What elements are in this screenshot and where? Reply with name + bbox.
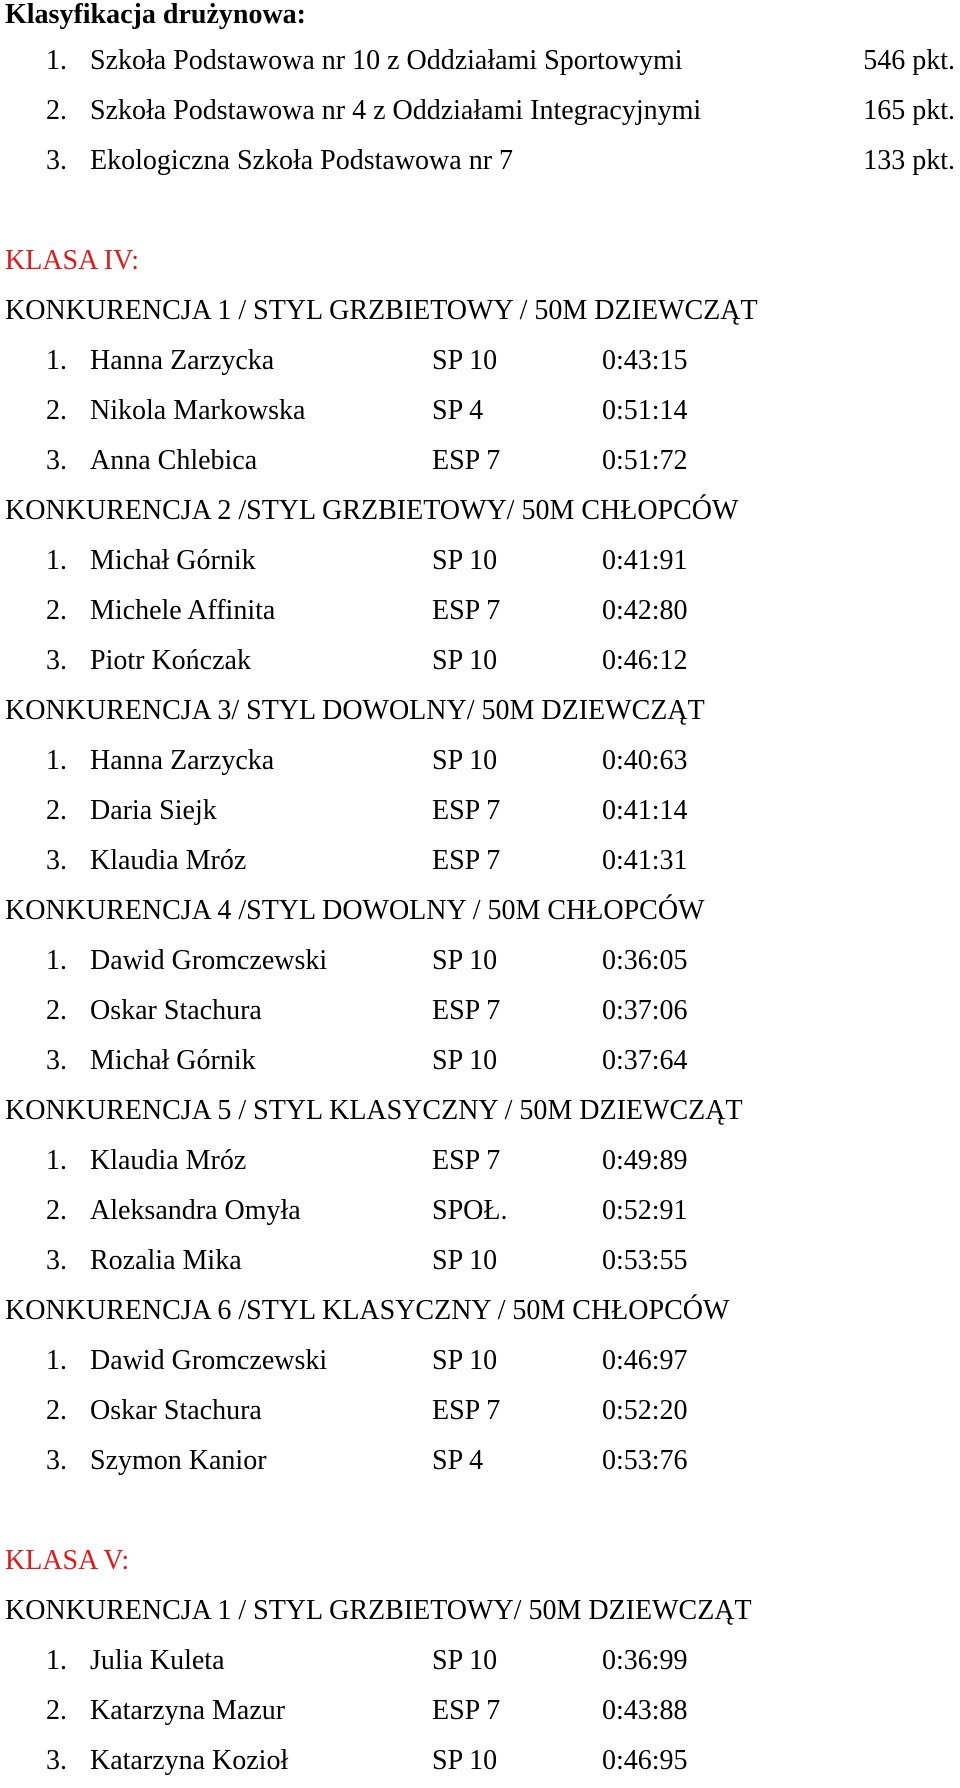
result-row [0,636,960,686]
result-row [0,1186,960,1236]
team-points: 133 pkt. [863,145,955,176]
result-place: 2. [46,1195,67,1226]
result-time: 0:36:05 [602,945,688,976]
event-title: KONKURENCJA 4 /STYL DOWOLNY / 50M CHŁOPCÓW [5,895,705,926]
result-row [0,1436,960,1486]
result-row [0,1386,960,1436]
result-school: SP 10 [432,1745,498,1776]
result-time: 0:46:97 [602,1345,688,1376]
result-school: SP 10 [432,1645,498,1676]
result-place: 3. [46,645,67,676]
result-name: Daria Siejk [90,795,217,826]
team-ranking-row [0,36,960,86]
result-place: 1. [46,945,67,976]
result-school: ESP 7 [432,1695,501,1726]
team-ranking-row [0,86,960,136]
result-time: 0:43:15 [602,345,688,376]
team-name: Ekologiczna Szkoła Podstawowa nr 7 [90,145,514,176]
result-time: 0:51:72 [602,445,688,476]
result-place: 2. [46,1395,67,1426]
result-name: Rozalia Mika [90,1245,242,1276]
event-title: KONKURENCJA 3/ STYL DOWOLNY/ 50M DZIEWCZĄT [5,695,705,726]
result-name: Michele Affinita [90,595,276,626]
result-place: 3. [46,1445,67,1476]
event-title: KONKURENCJA 6 /STYL KLASYCZNY / 50M CHŁOPCÓW [5,1295,730,1326]
result-place: 1. [46,1645,67,1676]
result-row [0,1736,960,1786]
result-place: 1. [46,745,67,776]
result-name: Aleksandra Omyła [90,1195,301,1226]
result-time: 0:37:64 [602,1045,688,1076]
result-time: 0:40:63 [602,745,688,776]
event-title: KONKURENCJA 1 / STYL GRZBIETOWY/ 50M DZIEWCZĄT [5,1595,752,1626]
result-school: ESP 7 [432,845,501,876]
result-name: Klaudia Mróz [90,845,247,876]
result-time: 0:51:14 [602,395,688,426]
event-title: KONKURENCJA 5 / STYL KLASYCZNY / 50M DZIEWCZĄT [5,1095,743,1126]
team-name: Szkoła Podstawowa nr 4 z Oddziałami Integracyjnymi [90,95,702,126]
result-name: Oskar Stachura [90,1395,262,1426]
team-rank: 1. [46,45,67,76]
result-name: Katarzyna Kozioł [90,1745,289,1776]
result-name: Hanna Zarzycka [90,745,275,776]
result-name: Michał Górnik [90,545,256,576]
result-school: SPOŁ. [432,1195,508,1226]
result-name: Julia Kuleta [90,1645,225,1676]
team-points: 546 pkt. [863,45,955,76]
result-time: 0:36:99 [602,1645,688,1676]
result-place: 2. [46,995,67,1026]
result-place: 3. [46,1245,67,1276]
result-row [0,786,960,836]
team-rank: 2. [46,95,67,126]
result-time: 0:42:80 [602,595,688,626]
team-ranking-heading: Klasyfikacja drużynowa: [5,0,306,30]
result-time: 0:53:55 [602,1245,688,1276]
result-row [0,386,960,436]
result-row [0,1236,960,1286]
result-time: 0:43:88 [602,1695,688,1726]
result-name: Anna Chlebica [90,445,258,476]
result-time: 0:41:31 [602,845,688,876]
result-time: 0:41:14 [602,795,688,826]
result-row [0,936,960,986]
result-row [0,736,960,786]
result-place: 3. [46,1745,67,1776]
result-place: 1. [46,345,67,376]
result-school: ESP 7 [432,795,501,826]
result-time: 0:49:89 [602,1145,688,1176]
result-name: Katarzyna Mazur [90,1695,286,1726]
result-row [0,336,960,386]
result-school: SP 10 [432,345,498,376]
result-place: 2. [46,395,67,426]
team-points: 165 pkt. [863,95,955,126]
result-row [0,1136,960,1186]
result-row [0,1686,960,1736]
result-name: Dawid Gromczewski [90,1345,328,1376]
result-school: SP 10 [432,1045,498,1076]
result-school: SP 10 [432,645,498,676]
result-school: SP 10 [432,545,498,576]
result-name: Szymon Kanior [90,1445,267,1476]
result-school: SP 10 [432,1245,498,1276]
result-name: Dawid Gromczewski [90,945,328,976]
event-title: KONKURENCJA 1 / STYL GRZBIETOWY / 50M DZIEWCZĄT [5,295,758,326]
team-ranking-row [0,136,960,186]
result-time: 0:53:76 [602,1445,688,1476]
result-row [0,1636,960,1686]
result-place: 2. [46,1695,67,1726]
result-place: 1. [46,545,67,576]
result-row [0,586,960,636]
result-school: SP 10 [432,745,498,776]
result-place: 2. [46,795,67,826]
team-rank: 3. [46,145,67,176]
result-school: SP 10 [432,1345,498,1376]
result-place: 3. [46,1045,67,1076]
result-row [0,836,960,886]
result-school: ESP 7 [432,445,501,476]
result-time: 0:52:91 [602,1195,688,1226]
result-school: SP 4 [432,395,484,426]
result-row [0,436,960,486]
result-place: 3. [46,845,67,876]
result-row [0,1036,960,1086]
result-row [0,1336,960,1386]
result-name: Oskar Stachura [90,995,262,1026]
event-title: KONKURENCJA 2 /STYL GRZBIETOWY/ 50M CHŁOPCÓW [5,495,739,526]
result-name: Piotr Kończak [90,645,251,676]
result-name: Nikola Markowska [90,395,306,426]
result-name: Klaudia Mróz [90,1145,247,1176]
result-place: 2. [46,595,67,626]
result-time: 0:41:91 [602,545,688,576]
result-school: SP 10 [432,945,498,976]
result-name: Michał Górnik [90,1045,256,1076]
result-school: ESP 7 [432,995,501,1026]
class-iv-heading: KLASA IV: [5,245,140,276]
team-name: Szkoła Podstawowa nr 10 z Oddziałami Sportowymi [90,45,683,76]
result-place: 3. [46,445,67,476]
result-row [0,536,960,586]
result-time: 0:46:95 [602,1745,688,1776]
result-school: ESP 7 [432,1145,501,1176]
result-school: ESP 7 [432,595,501,626]
result-school: SP 4 [432,1445,484,1476]
result-place: 1. [46,1145,67,1176]
result-row [0,986,960,1036]
result-school: ESP 7 [432,1395,501,1426]
class-v-heading: KLASA V: [5,1545,130,1576]
result-place: 1. [46,1345,67,1376]
result-time: 0:37:06 [602,995,688,1026]
result-time: 0:52:20 [602,1395,688,1426]
result-time: 0:46:12 [602,645,688,676]
result-name: Hanna Zarzycka [90,345,275,376]
